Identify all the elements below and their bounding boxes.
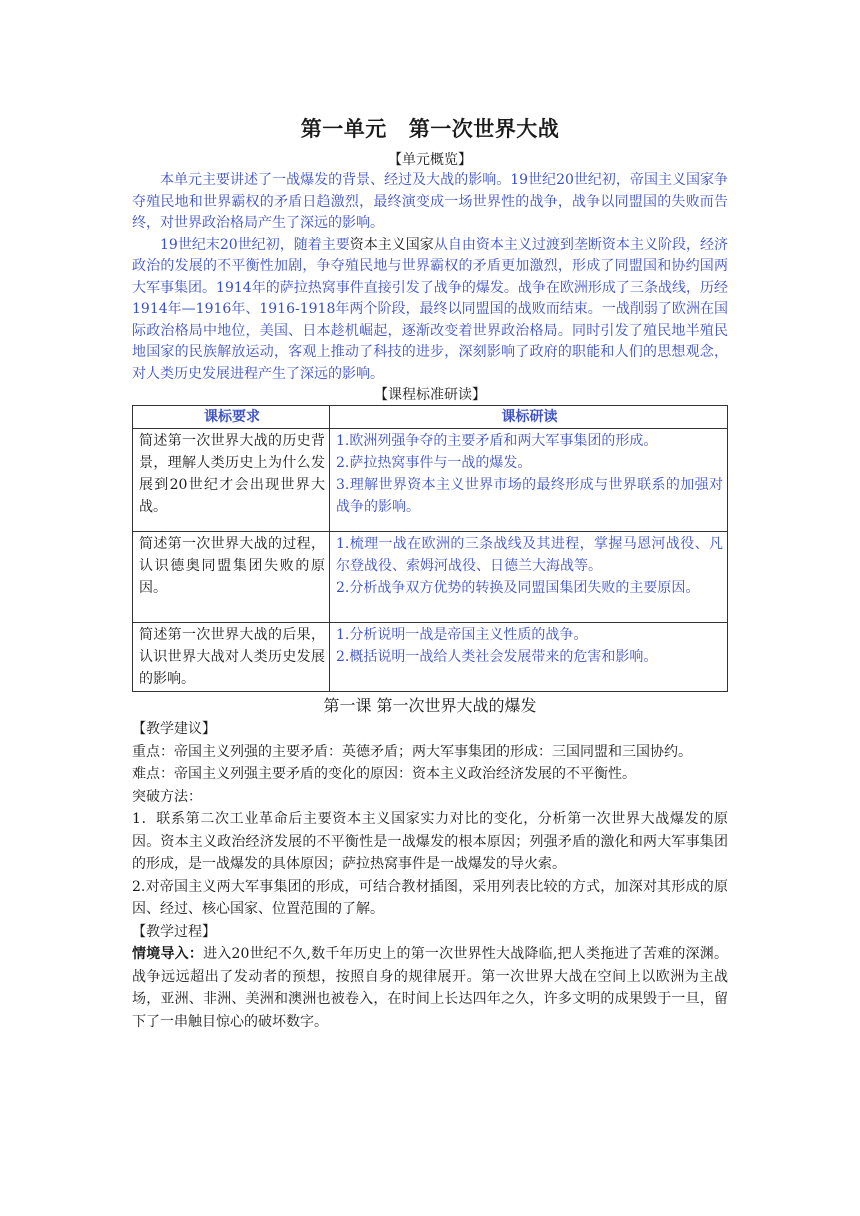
overview-heading: 【单元概览】 <box>388 152 472 168</box>
intro-paragraph <box>132 943 728 1033</box>
overview-p2-a: 19世纪末20世纪初，随着主要 <box>160 236 350 253</box>
unit-title-part1: 第一单元 <box>300 116 387 141</box>
reading-item: 1.梳理一战在欧洲的三条战线及其进程，掌握马恩河战役、凡尔登战役、索姆河战役、日德兰大海战等。 <box>336 536 723 574</box>
advice-heading: 【教学建议】 <box>132 721 216 737</box>
reading-item: 3.理解世界资本主义世界市场的最终形成与世界联系的加强对战争的影响。 <box>336 477 723 515</box>
method-heading: 突破方法： <box>132 788 202 805</box>
difficult-point: 难点：帝国主义列强主要矛盾的变化的原因：资本主义政治经济发展的不平衡性。 <box>132 766 636 782</box>
requirement-cell: 简述第一次世界大战的过程，认识德奥同盟集团失败的原因。 <box>133 532 330 623</box>
overview-paragraph-1: 本单元主要讲述了一战爆发的背景、经过及大战的影响。19世纪20世纪初，帝国主义国家争夺殖民地和世界霸权的矛盾日趋激烈，最终演变成一场世界性的战争，战争以同盟国的失败而告终，对世界政治格局产生了深远的影响。 <box>132 172 728 231</box>
reading-cell <box>330 429 728 532</box>
reading-cell <box>330 532 728 623</box>
column-header-reading: 课标研读 <box>330 406 728 429</box>
column-header-requirement: 课标要求 <box>133 406 330 429</box>
table-row <box>133 429 728 532</box>
method-item-2: 2.对帝国主义两大军事集团的形成，可结合教材插图，采用列表比较的方式，加深对其形成的原因、经过、核心国家、位置范围的了解。 <box>132 878 728 917</box>
overview-paragraph-2 <box>132 235 728 386</box>
key-point: 重点：帝国主义列强的主要矛盾：英德矛盾；两大军事集团的形成：三国同盟和三国协约。 <box>132 743 692 760</box>
method-item-1: 1．联系第二次工业革命后主要资本主义国家实力对比的变化，分析第一次世界大战爆发的原因。资本主义政治经济发展的不平衡性是一战爆发的根本原因；列强矛盾的激化和两大军事集团的形成，是一战爆发的具体原因；萨拉热窝事件是一战爆发的导火索。 <box>132 811 728 872</box>
intro-label: 情境导入： <box>132 946 204 962</box>
table-row <box>133 623 728 692</box>
table-row <box>133 532 728 623</box>
table-header-row <box>133 406 728 429</box>
reading-item: 1.分析说明一战是帝国主义性质的战争。 <box>336 627 588 643</box>
overview-p2-b: 资本主义国家 <box>349 236 434 253</box>
reading-item: 2.分析战争双方优势的转换及同盟国集团失败的主要原因。 <box>336 580 700 596</box>
intro-text: 进入20世纪不久,数千年历史上的第一次世界性大战降临,把人类拖进了苦难的深渊。战争远远超出了发动者的预想，按照自身的规律展开。第一次世界大战在空间上以欧洲为主战场，亚洲、非洲、美洲和澳洲也被卷入，在时间上长达四年之久，许多文明的成果毁于一旦，留下了一串触目惊心的破坏数字。 <box>132 946 728 1030</box>
lesson-title: 第一课 第一次世界大战的爆发 <box>323 696 537 715</box>
process-heading: 【教学过程】 <box>132 923 216 940</box>
requirement-cell: 简述第一次世界大战的后果，认识世界大战对人类历史发展的影响。 <box>133 623 330 692</box>
reading-item: 2.概括说明一战给人类社会发展带来的危害和影响。 <box>336 649 658 665</box>
unit-title-part2: 第一次世界大战 <box>408 116 560 141</box>
reading-item: 1.欧洲列强争夺的主要矛盾和两大军事集团的形成。 <box>336 433 658 449</box>
unit-title <box>132 114 728 144</box>
reading-cell <box>330 623 728 692</box>
overview-p2-c: 从自由资本主义过渡到垄断资本主义阶段，经济政治的发展的不平衡性加剧，争夺殖民地与世界霸权的矛盾更加激烈，形成了同盟国和协约国两大军事集团。1914年的萨拉热窝事件直接引发了战争的爆发。战争在欧洲形成了三条战线，历经1914年—1916年、1916-1918年两个阶段，最终以同盟国的战败而结束。一战削弱了欧洲在国际政治格局中地位，美国、日本趁机崛起，逐渐改变着世界政治格局。同时引发了殖民地半殖民地国家的民族解放运动，客观上推动了科技的进步，深刻影响了政府的职能和人们的思想观念，对人类历史发展进程产生了深远的影响。 <box>132 236 728 382</box>
document-page <box>132 110 728 1033</box>
requirement-cell: 简述第一次世界大战的历史背景，理解人类历史上为什么发展到20世纪才会出现世界大战。 <box>133 429 330 532</box>
reading-item: 2.萨拉热窝事件与一战的爆发。 <box>336 455 532 471</box>
standards-table <box>132 405 728 692</box>
standards-heading: 【课程标准研读】 <box>374 387 486 403</box>
